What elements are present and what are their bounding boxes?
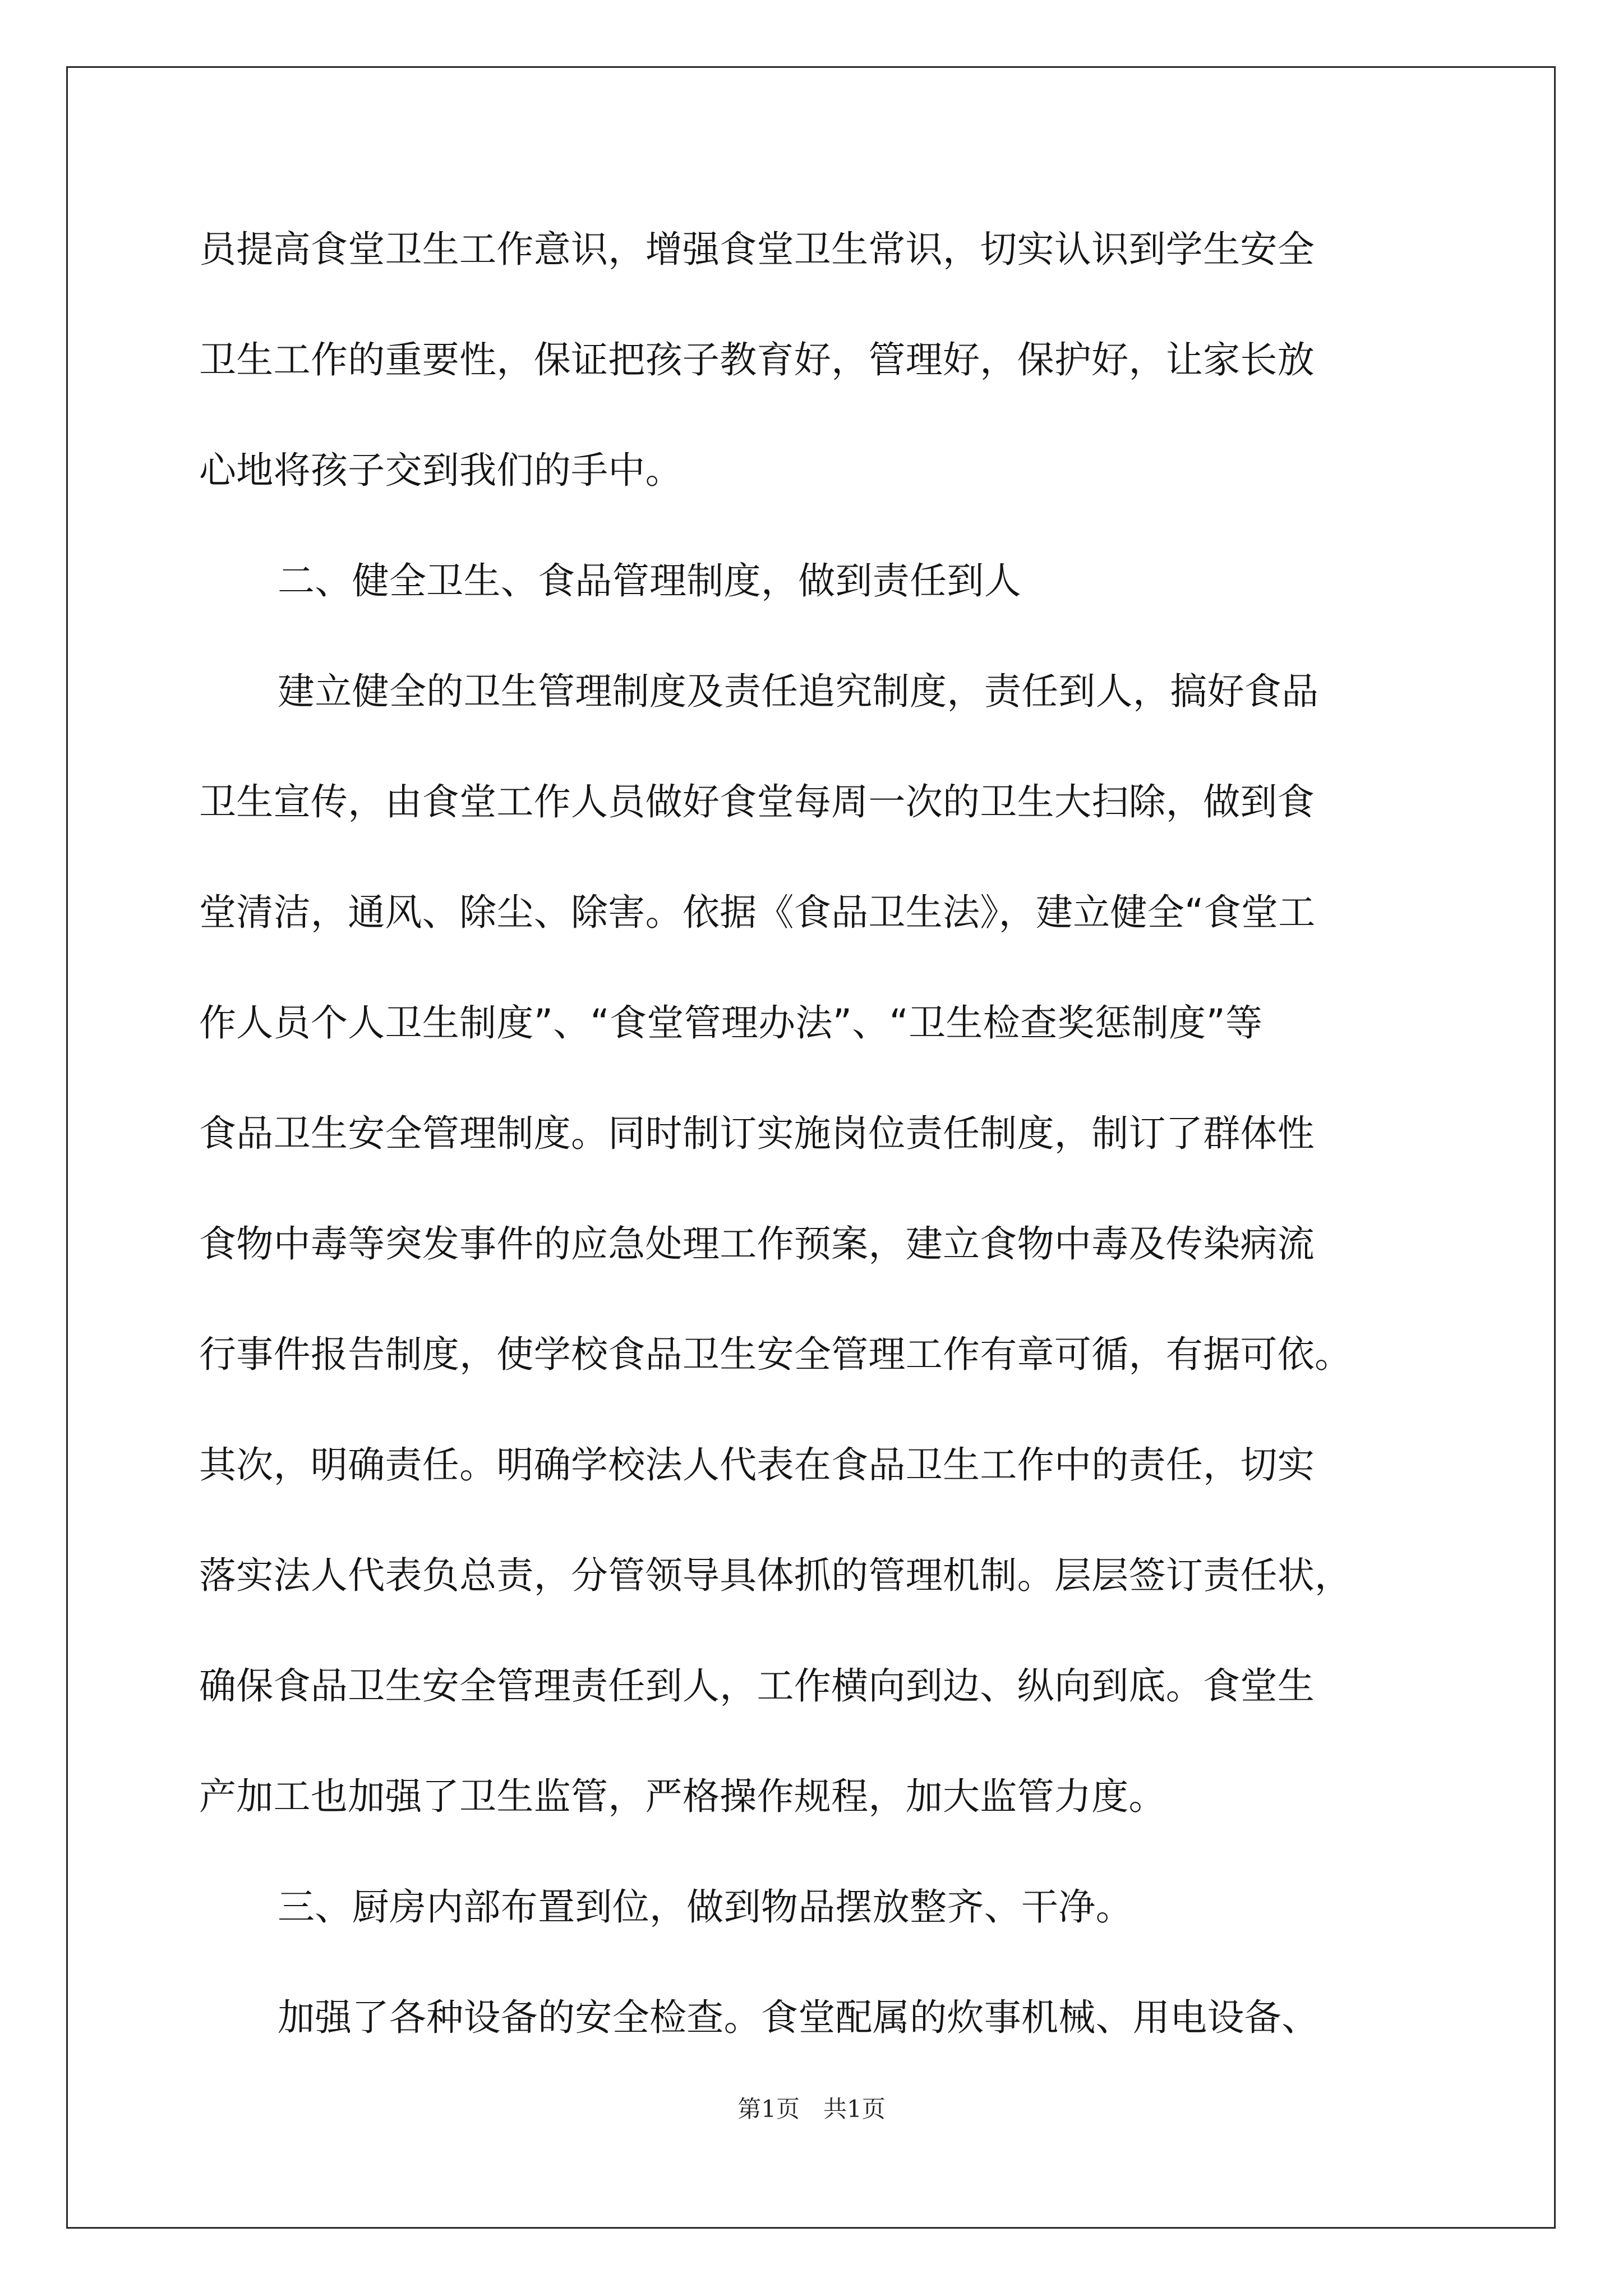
body-line: 卫生宣传，由食堂工作人员做好食堂每周一次的卫生大扫除，做到食 xyxy=(199,780,1315,823)
section-heading: 二、健全卫生、食品管理制度，做到责任到人 xyxy=(278,559,1021,602)
body-line: 其次，明确责任。明确学校法人代表在食品卫生工作中的责任，切实 xyxy=(199,1443,1315,1487)
body-line: 确保食品卫生安全管理责任到人，工作横向到边、纵向到底。食堂生 xyxy=(199,1664,1315,1708)
page-number-footer: 第1页 共1页 xyxy=(737,2095,886,2123)
body-line: 作人员个人卫生制度”、“食堂管理办法”、“卫生检查奖惩制度”等 xyxy=(199,1001,1263,1045)
body-line: 建立健全的卫生管理制度及责任追究制度，责任到人，搞好食品 xyxy=(278,670,1319,713)
document-body xyxy=(199,219,1461,2097)
body-line: 员提高食堂卫生工作意识，增强食堂卫生常识，切实认识到学生安全 xyxy=(199,228,1315,271)
section-heading: 三、厨房内部布置到位，做到物品摆放整齐、干净。 xyxy=(278,1885,1133,1929)
body-line: 行事件报告制度，使学校食品卫生安全管理工作有章可循，有据可依。 xyxy=(199,1333,1352,1376)
body-line: 加强了各种设备的安全检查。食堂配属的炊事机械、用电设备、 xyxy=(278,1996,1319,2039)
body-line: 食物中毒等突发事件的应急处理工作预案，建立食物中毒及传染病流 xyxy=(199,1222,1315,1266)
body-line: 食品卫生安全管理制度。同时制订实施岗位责任制度，制订了群体性 xyxy=(199,1112,1315,1155)
body-line: 心地将孩子交到我们的手中。 xyxy=(199,449,683,492)
body-line: 卫生工作的重要性，保证把孩子教育好，管理好，保护好，让家长放 xyxy=(199,338,1315,381)
body-line: 堂清洁，通风、除尘、除害。依据《食品卫生法》，建立健全“食堂工 xyxy=(199,891,1316,934)
body-line: 落实法人代表负总责，分管领导具体抓的管理机制。层层签订责任状， xyxy=(199,1554,1352,1597)
body-line: 产加工也加强了卫生监管，严格操作规程，加大监管力度。 xyxy=(199,1775,1166,1818)
